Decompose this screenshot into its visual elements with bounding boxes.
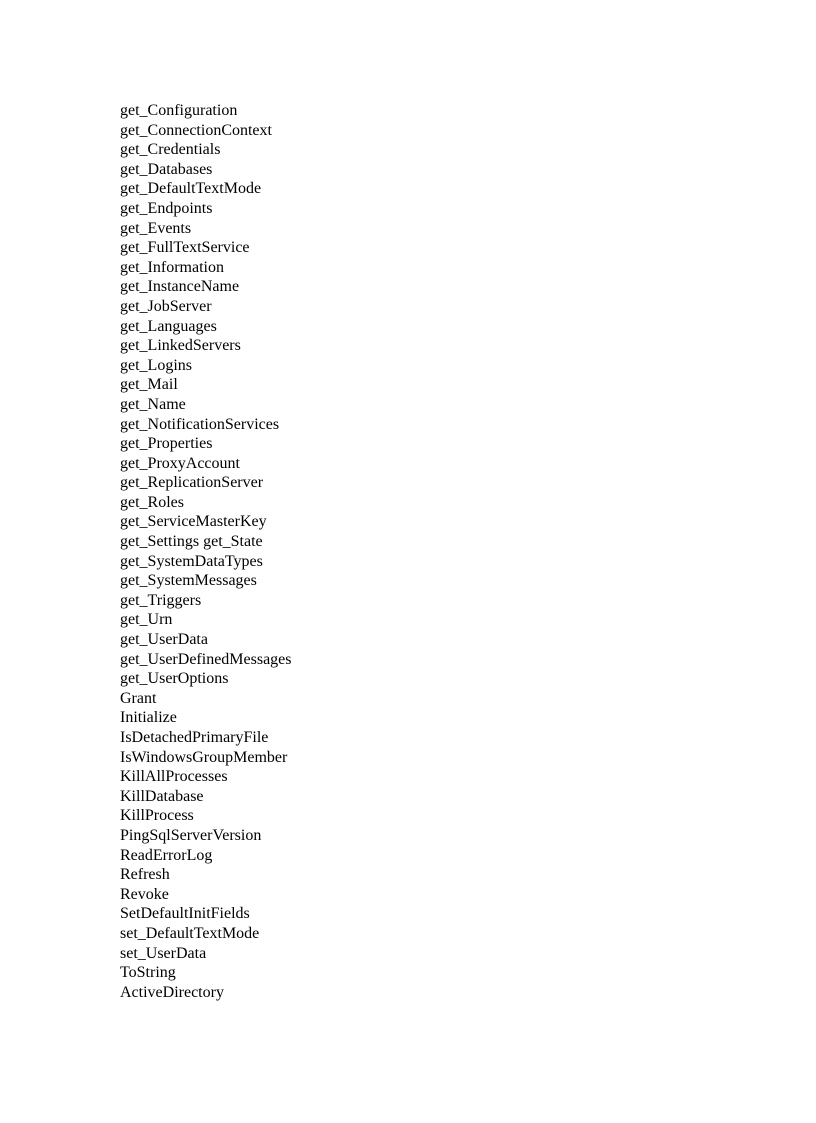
member-list-item: get_Databases [120, 160, 213, 178]
member-list-item: get_Mail [120, 376, 178, 394]
member-list-item: KillDatabase [120, 787, 204, 805]
member-list-item: KillAllProcesses [120, 768, 228, 786]
member-list-item: get_Settings get_State [120, 533, 263, 551]
member-list-item: Revoke [120, 885, 169, 903]
member-list-item: ToString [120, 964, 176, 982]
member-list-item: Grant [120, 689, 157, 707]
member-list-item: get_Configuration [120, 102, 238, 119]
member-list-item: get_ConnectionContext [120, 121, 272, 139]
member-list-item: KillProcess [120, 807, 194, 825]
member-list-item: get_Logins [120, 356, 192, 374]
member-list-item: get_UserOptions [120, 670, 229, 688]
member-list-item: get_Triggers [120, 591, 202, 609]
member-list-item: Refresh [120, 866, 170, 884]
member-list-item: get_NotificationServices [120, 415, 280, 433]
member-list-item: get_ReplicationServer [120, 474, 264, 492]
member-list-item: get_SystemDataTypes [120, 552, 263, 570]
member-list-item: get_Urn [120, 611, 173, 629]
member-list-item: get_Credentials [120, 141, 221, 159]
member-list-item: get_Name [120, 395, 186, 413]
member-list-item: Initialize [120, 709, 177, 727]
member-list-item: ReadErrorLog [120, 846, 213, 864]
member-list-item: IsWindowsGroupMember [120, 748, 288, 766]
member-list-item: get_JobServer [120, 297, 212, 315]
member-list-item: get_ProxyAccount [120, 454, 240, 472]
member-list-item: PingSqlServerVersion [120, 826, 262, 844]
member-list-item: get_SystemMessages [120, 572, 257, 590]
member-list-item: get_ServiceMasterKey [120, 513, 267, 531]
member-list-item: get_Roles [120, 493, 184, 511]
member-list-item: get_Properties [120, 435, 213, 453]
member-list-item: get_Events [120, 219, 192, 237]
member-list-item: get_Endpoints [120, 199, 213, 217]
member-list-item: get_Information [120, 258, 224, 276]
member-list-item: get_LinkedServers [120, 337, 241, 355]
member-list-item: get_UserDefinedMessages [120, 650, 292, 668]
member-list-item: set_DefaultTextMode [120, 924, 260, 942]
member-list-item: ActiveDirectory [120, 983, 224, 1001]
member-list-item: get_DefaultTextMode [120, 180, 262, 198]
member-list-item: get_Languages [120, 317, 217, 335]
member-list [120, 101, 292, 1002]
member-list-item: SetDefaultInitFields [120, 905, 250, 923]
member-list-item: get_UserData [120, 631, 208, 649]
member-list-item: IsDetachedPrimaryFile [120, 729, 269, 746]
member-list-item: get_InstanceName [120, 278, 240, 296]
member-list-item: set_UserData [120, 944, 207, 962]
member-list-item: get_FullTextService [120, 239, 250, 257]
